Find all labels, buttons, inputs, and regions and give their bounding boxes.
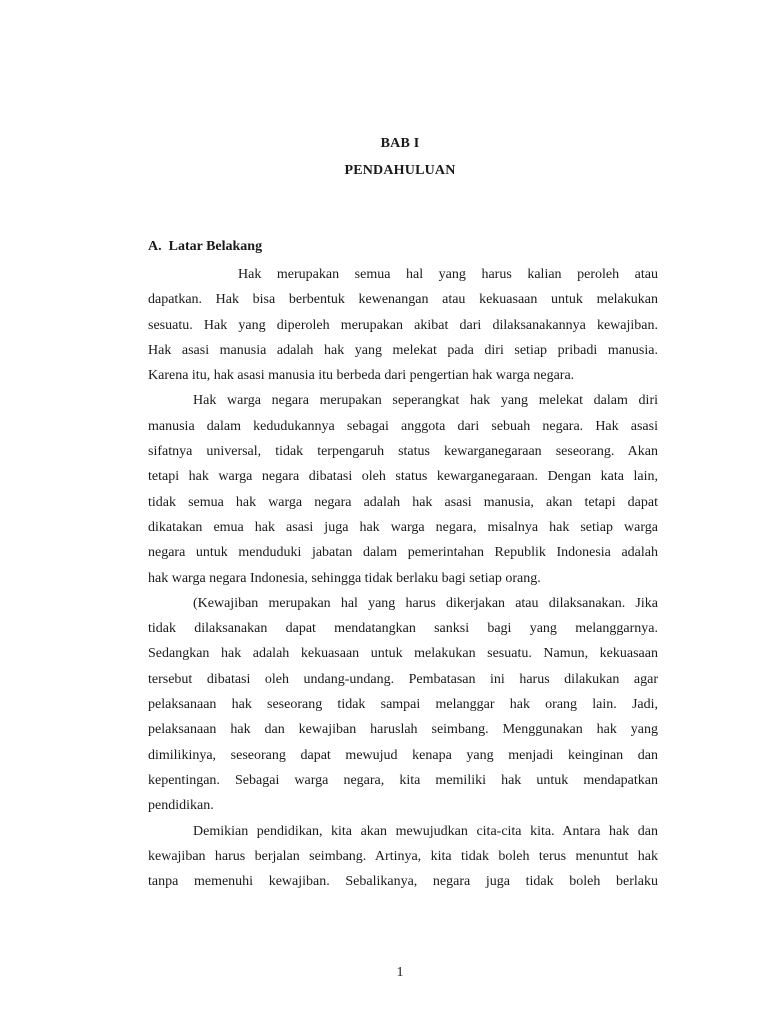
paragraph-line: Hak asasi manusia adalah hak yang melekat pada diri setiap pribadi manusia. bbox=[148, 342, 658, 358]
paragraph-line: Hak merupakan semua hal yang harus kalian peroleh atau bbox=[238, 267, 658, 282]
page-number: 1 bbox=[396, 965, 404, 980]
paragraph-line: sesuatu. Hak yang diperoleh merupakan akibat dari dilaksanakannya kewajiban. bbox=[148, 317, 658, 333]
paragraph-line: pelaksanaan hak dan kewajiban haruslah seimbang. Menggunakan hak yang bbox=[148, 722, 658, 738]
paragraph-line: kewajiban harus berjalan seimbang. Artinya, kita tidak boleh terus menuntut hak bbox=[148, 848, 658, 864]
paragraph-line: kepentingan. Sebagai warga negara, kita memiliki hak untuk mendapatkan bbox=[148, 772, 658, 788]
paragraph-line: Demikian pendidikan, kita akan mewujudkan cita-cita kita. Antara hak dan bbox=[193, 823, 658, 839]
paragraph-line: hak warga negara Indonesia, sehingga tidak berlaku bagi setiap orang. bbox=[148, 570, 541, 586]
document-body bbox=[148, 262, 658, 894]
paragraph-3 bbox=[148, 591, 658, 819]
paragraph-line: tanpa memenuhi kewajiban. Sebalikanya, negara juga tidak boleh berlaku bbox=[148, 874, 658, 890]
paragraph-line: Sedangkan hak adalah kekuasaan untuk melakukan sesuatu. Namun, kekuasaan bbox=[148, 646, 658, 662]
paragraph-line: (Kewajiban merupakan hal yang harus dikerjakan atau dilaksanakan. Jika bbox=[193, 595, 658, 611]
paragraph-line: dimilikinya, seseorang dapat mewujud kenapa yang menjadi keinginan dan bbox=[148, 747, 658, 763]
paragraph-1 bbox=[148, 262, 658, 388]
paragraph-2 bbox=[148, 388, 658, 590]
paragraph-line: dapatkan. Hak bisa berbentuk kewenangan atau kekuasaan untuk melakukan bbox=[148, 292, 658, 308]
paragraph-line: manusia dalam kedudukannya sebagai anggota dari sebuah negara. Hak asasi bbox=[148, 418, 658, 434]
paragraph-line: Hak warga negara merupakan seperangkat hak yang melekat dalam diri bbox=[193, 393, 658, 409]
paragraph-line: pelaksanaan hak seseorang tidak sampai melanggar hak orang lain. Jadi, bbox=[148, 697, 658, 713]
paragraph-line: tersebut dibatasi oleh undang-undang. Pembatasan ini harus dilakukan agar bbox=[148, 671, 658, 687]
paragraph-line: Karena itu, hak asasi manusia itu berbeda dari pengertian hak warga negara. bbox=[148, 368, 575, 384]
paragraph-line: tidak semua hak warga negara adalah hak asasi manusia, akan tetapi dapat bbox=[148, 494, 658, 510]
paragraph-line: tetapi hak warga negara dibatasi oleh status kewarganegaraan. Dengan kata lain, bbox=[148, 469, 658, 485]
chapter-number: BAB I bbox=[380, 136, 420, 151]
chapter-title: PENDAHULUAN bbox=[344, 163, 456, 178]
section-heading: A. Latar Belakang bbox=[148, 239, 263, 254]
paragraph-line: sifatnya universal, tidak terpengaruh status kewarganegaraan seseorang. Akan bbox=[148, 444, 658, 460]
paragraph-line: dikatakan emua hak asasi juga hak warga negara, misalnya hak setiap warga bbox=[148, 519, 658, 535]
paragraph-4 bbox=[148, 819, 658, 895]
paragraph-line: tidak dilaksanakan dapat mendatangkan sanksi bagi yang melanggarnya. bbox=[148, 621, 658, 637]
paragraph-line: negara untuk menduduki jabatan dalam pemerintahan Republik Indonesia adalah bbox=[148, 545, 658, 561]
paragraph-line: pendidikan. bbox=[148, 798, 214, 814]
